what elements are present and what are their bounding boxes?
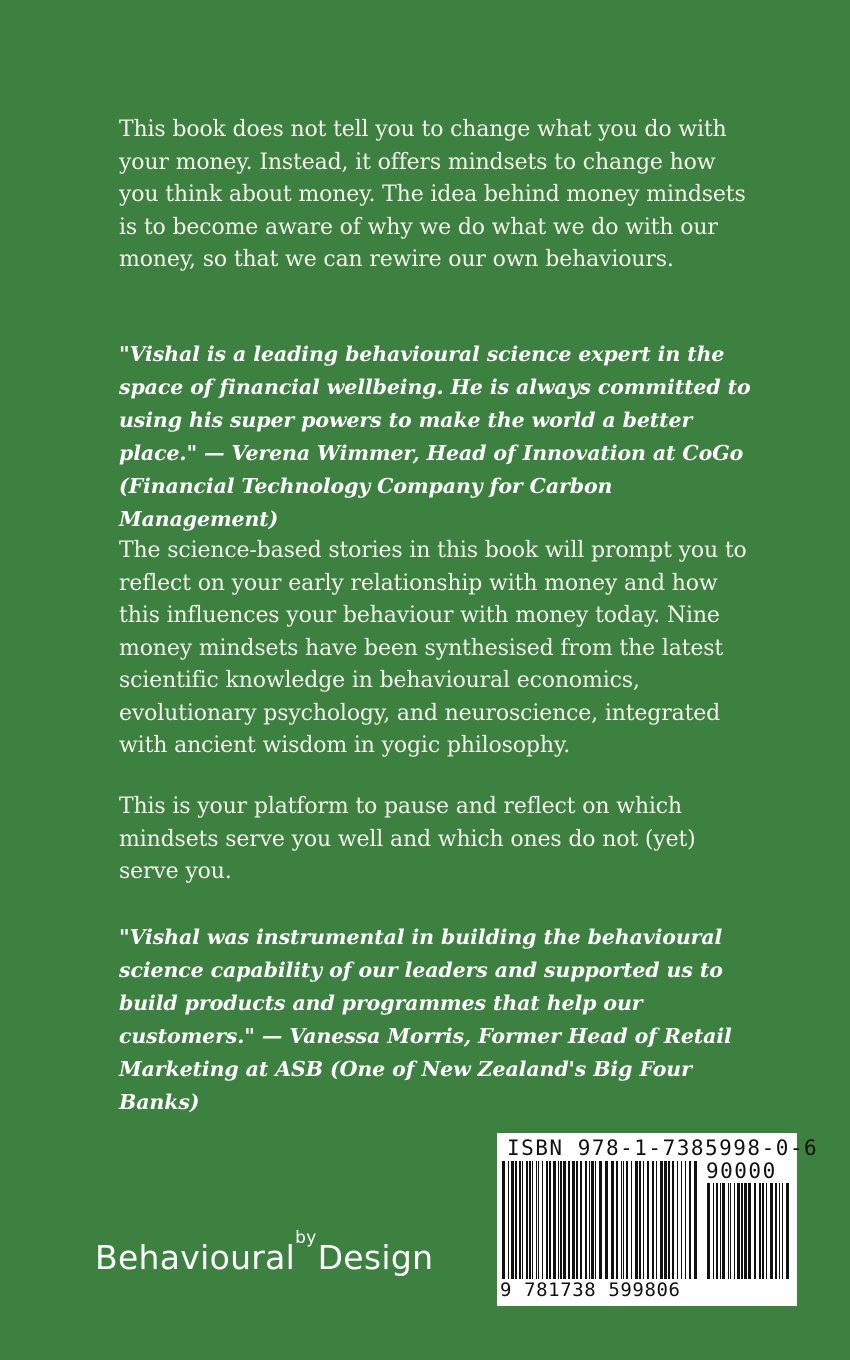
barcode-bar (542, 1161, 543, 1279)
barcode-bar (713, 1183, 714, 1279)
barcode-bar (647, 1161, 649, 1279)
barcode-bar (734, 1183, 735, 1279)
barcode-bar (639, 1161, 641, 1279)
barcode-bar (526, 1161, 528, 1279)
barcode-bar (643, 1161, 644, 1279)
barcode-bar (744, 1183, 747, 1279)
barcode-bar (759, 1183, 761, 1279)
barcode-bar (720, 1183, 721, 1279)
addon-barcode-bars (705, 1183, 793, 1301)
logo-word-by: by (295, 1228, 317, 1248)
barcode-bar (508, 1161, 509, 1279)
barcode-bar (549, 1161, 551, 1279)
barcode-bar (668, 1161, 670, 1279)
testimonial-quote-1: "Vishal is a leading behavioural science expert in the space of financial wellbeing. He is always committed to using his super powers to make the world a better place." — Verena Wimmer, Head of Innovation at CoGo (Financial Technology Company for Carbon Management) (119, 342, 751, 531)
barcode-bar (538, 1161, 539, 1279)
barcode-bar (664, 1161, 667, 1279)
barcode-bar (522, 1161, 523, 1279)
barcode-bar (626, 1161, 628, 1279)
barcode-bar (722, 1183, 725, 1279)
blurb-paragraph-3: This is your platform to pause and reflect on which mindsets serve you well and which ones do not (yet) serve you. (119, 794, 696, 884)
barcode-bar (770, 1183, 773, 1279)
barcode-bar (511, 1161, 514, 1279)
testimonial-quote-2: "Vishal was instrumental in building the behavioural science capability of our leaders and supported us to build products and programmes that help our customers." — Vanessa Morris, Former Head of Retail Marketing at ASB (One of New Zealand's Big Four Banks) (119, 925, 732, 1114)
barcode-bar (748, 1183, 751, 1279)
barcode-bar (536, 1161, 537, 1279)
price-code-label: 90000 (706, 1159, 777, 1183)
barcode-bar (580, 1161, 582, 1279)
barcode-bar (529, 1161, 531, 1279)
barcode-bar (782, 1183, 783, 1279)
publisher-logo (95, 1228, 434, 1277)
barcode-bar (599, 1161, 602, 1279)
barcode-bar (532, 1161, 533, 1279)
barcode-bar (707, 1183, 710, 1279)
barcode-bar (754, 1183, 756, 1279)
barcode-bar (660, 1161, 663, 1279)
barcode-bar (652, 1161, 654, 1279)
barcode-bar (741, 1183, 743, 1279)
barcode-bar (611, 1161, 614, 1279)
barcode-bar (553, 1161, 556, 1279)
barcode-bar (589, 1161, 590, 1279)
barcode-bar (616, 1161, 618, 1279)
isbn-barcode (497, 1133, 819, 1306)
ean-digits: 9 781738 599806 (500, 1279, 681, 1301)
barcode-bar (775, 1183, 777, 1279)
barcode-bar (672, 1161, 674, 1279)
barcode-bar (623, 1161, 624, 1279)
barcode-bar (730, 1183, 731, 1279)
isbn-label: ISBN 978-1-7385998-0-6 (507, 1136, 819, 1160)
barcode-bar (585, 1161, 587, 1279)
barcode-bar (576, 1161, 578, 1279)
barcode-bar (515, 1161, 517, 1279)
barcode-bar (656, 1161, 657, 1279)
barcode-bar (605, 1161, 608, 1279)
barcode-bar (563, 1161, 566, 1279)
barcode-bar (519, 1161, 521, 1279)
barcode-bar (677, 1161, 678, 1279)
barcode-bar (591, 1161, 594, 1279)
barcode-bar (568, 1161, 570, 1279)
barcode-bar (621, 1161, 622, 1279)
barcode-bar (560, 1161, 562, 1279)
barcode-bar (595, 1161, 596, 1279)
barcode-bar (546, 1161, 548, 1279)
barcode-bar (689, 1161, 691, 1279)
barcode-bar (779, 1183, 780, 1279)
barcode-bar (737, 1183, 740, 1279)
barcode-bar (716, 1183, 718, 1279)
barcode-bar (631, 1161, 632, 1279)
barcode-bar (681, 1161, 682, 1279)
blurb-paragraph-1: This book does not tell you to change what you do with your money. Instead, it offers mindsets to change how you think about money. The idea behind money mindsets is to become aware of why we do what we do with our money, so that we can rewire our own behaviours. (119, 117, 746, 272)
barcode-bar (694, 1161, 697, 1279)
logo-word-design: Design (317, 1238, 434, 1277)
barcode-bar (635, 1161, 638, 1279)
barcode-bar (558, 1161, 559, 1279)
barcode-bar (728, 1183, 729, 1279)
barcode-bar (572, 1161, 575, 1279)
barcode-bar (766, 1183, 767, 1279)
barcode-bar (762, 1183, 764, 1279)
barcode-bar (786, 1183, 789, 1279)
ean-barcode-bars (500, 1161, 700, 1279)
logo-word-behavioural: Behavioural (95, 1238, 296, 1277)
blurb-paragraph-2: The science-based stories in this book will prompt you to reflect on your early relationship with money and how this influences your behaviour with money today. Nine money mindsets have been synthesised from the latest scientific knowledge in behavioural economics, evolutionary psychology, and neuroscience, integrated with ancient wisdom in yogic philosophy. (119, 538, 747, 758)
barcode-bar (685, 1161, 686, 1279)
barcode-bar (502, 1161, 505, 1279)
